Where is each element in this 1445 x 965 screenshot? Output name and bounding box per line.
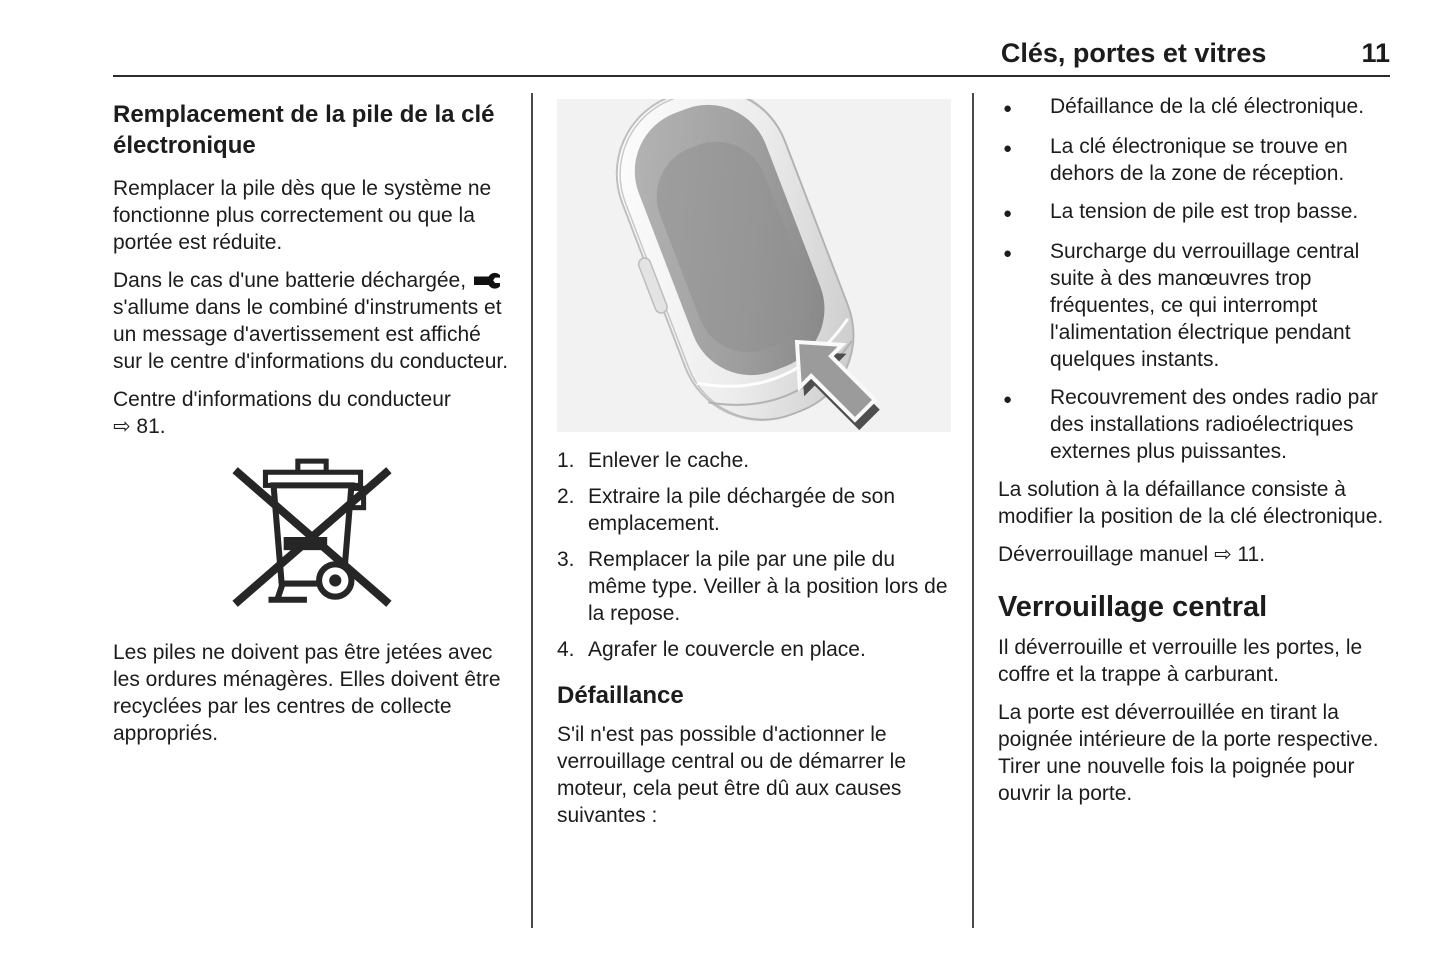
page-reference: ⇨ 11.: [1213, 543, 1266, 566]
step-number: 4.: [557, 638, 575, 661]
content-columns: [113, 93, 1392, 928]
paragraph-cross-reference: [113, 386, 511, 440]
step-text: Agrafer le couvercle en place.: [588, 638, 866, 661]
paragraph: S'il n'est pas possible d'actionner le verrouillage central ou de démarrer le moteur, cela peut être dû aux causes suivantes :: [557, 723, 907, 827]
bullet-text: Surcharge du verrouillage central suite à des manœuvres trop fréquentes, ce qui interrompt l'alimentation électrique pendant quelques instants.: [1050, 240, 1360, 371]
bullet-text: La tension de pile est trop basse.: [1050, 200, 1359, 223]
page-reference: ⇨ 81.: [113, 415, 166, 438]
step-number: 3.: [557, 548, 575, 571]
list-item-step: [557, 447, 951, 474]
paragraph: Il déverrouille et verrouille les portes, le coffre et la trappe à carburant.: [998, 636, 1363, 686]
list-item-bullet: [998, 384, 1392, 465]
paragraph-text: Dans le cas d'une batterie déchargée,: [113, 269, 467, 292]
step-number: 2.: [557, 485, 575, 508]
list-item-bullet: [998, 93, 1392, 122]
column-right: [998, 93, 1392, 928]
crossed-out-wheelie-bin-icon: [226, 451, 398, 623]
paragraph: Remplacer la pile dès que le système ne fonctionne plus correctement ou que la portée est réduite.: [113, 177, 492, 254]
list-item-step: [557, 546, 951, 627]
step-number: 1.: [557, 449, 575, 472]
list-item-step: [557, 636, 951, 663]
column-middle: [557, 93, 951, 928]
bullet-text: Recouvrement des ondes radio par des installations radioélectriques externes plus puissantes.: [1050, 386, 1379, 463]
page-header: [113, 38, 1390, 69]
step-text: Remplacer la pile par une pile du même type. Veiller à la position lors de la repose.: [588, 548, 948, 625]
list-item-bullet: [998, 238, 1392, 373]
bullet-icon: ●: [1003, 100, 1013, 117]
bullet-icon: ●: [1003, 205, 1013, 222]
column-left: [113, 93, 511, 928]
paragraph: La porte est déverrouillée en tirant la poignée intérieure de la porte respective. Tirer une nouvelle fois la poignée pour ouvrir la porte.: [998, 701, 1379, 805]
wrench-icon: [474, 267, 500, 293]
bullet-icon: ●: [1003, 391, 1013, 408]
list-item-step: [557, 483, 951, 537]
recycle-note: Les piles ne doivent pas être jetées avec les ordures ménagères. Elles doivent être recyclées par les centres de collecte appropriés.: [113, 641, 501, 745]
list-item-bullet: [998, 133, 1392, 187]
paragraph-with-icon: [113, 267, 511, 375]
header-rule: [113, 75, 1390, 77]
paragraph-text: s'allume dans le combiné d'instruments et un message d'avertissement est affiché sur le centre d'informations du conducteur.: [113, 296, 509, 373]
list-item-bullet: [998, 198, 1392, 227]
step-text: Enlever le cache.: [588, 449, 750, 472]
section-heading-central-locking: Verrouillage central: [998, 591, 1268, 623]
paragraph-cross-reference: [998, 541, 1392, 568]
paragraph: La solution à la défaillance consiste à modifier la position de la clé électronique.: [998, 478, 1384, 528]
bullet-text: La clé électronique se trouve en dehors de la zone de réception.: [1050, 135, 1348, 185]
section-heading-battery-replacement: Remplacement de la pile de la clé électronique: [113, 101, 495, 159]
step-text: Extraire la pile déchargée de son emplacement.: [588, 485, 896, 535]
subsection-heading-failure: Défaillance: [557, 682, 684, 709]
bullet-icon: ●: [1003, 245, 1013, 262]
bullet-text: Défaillance de la clé électronique.: [1050, 95, 1365, 118]
page-number: 11: [1361, 38, 1390, 68]
key-fob-illustration: [557, 99, 951, 432]
bullet-icon: ●: [1003, 140, 1013, 157]
page-title: Clés, portes et vitres: [1000, 38, 1267, 68]
paragraph-text: Centre d'informations du conducteur: [113, 388, 451, 411]
paragraph-text: Déverrouillage manuel: [998, 543, 1209, 566]
